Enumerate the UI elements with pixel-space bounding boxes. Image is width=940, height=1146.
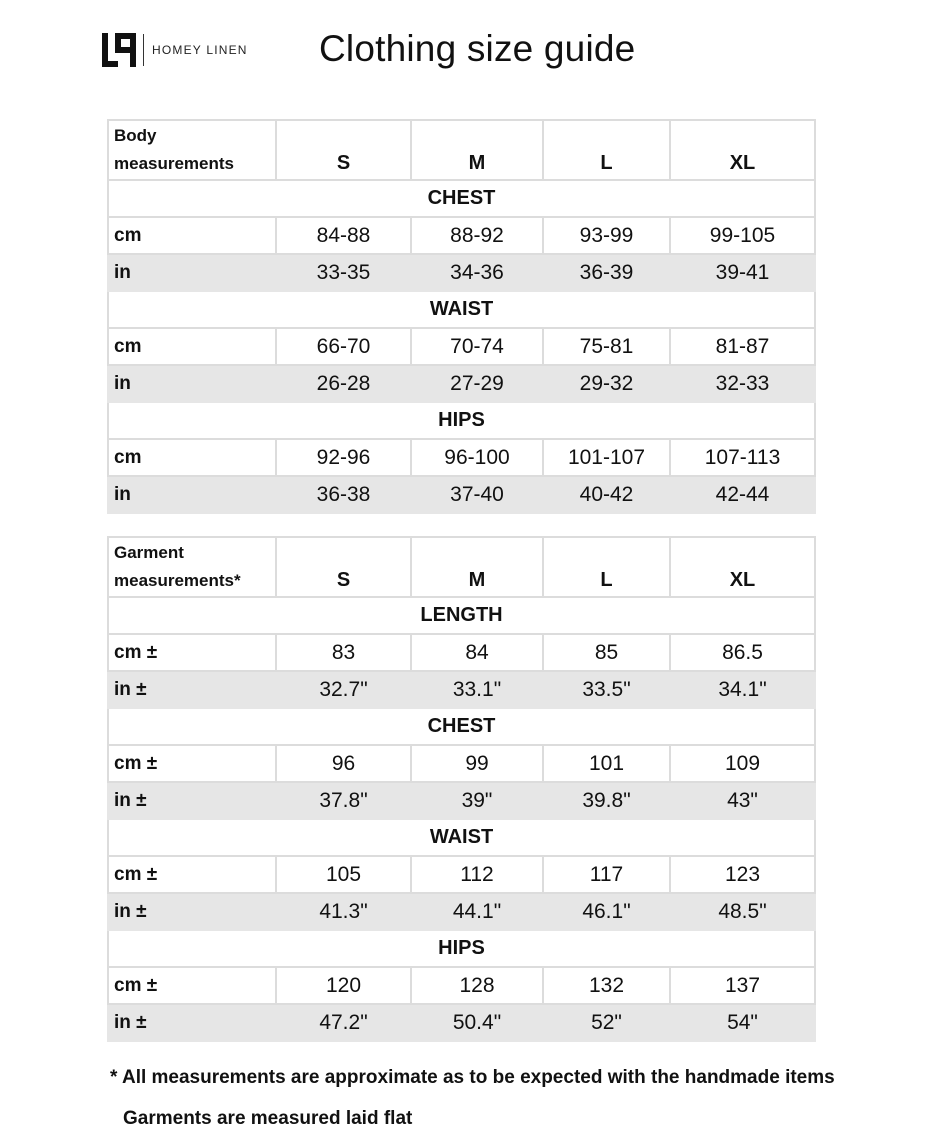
section-title: LENGTH xyxy=(108,597,815,634)
body-measurements-table xyxy=(107,119,816,514)
table-row xyxy=(108,365,815,402)
page-title: Clothing size guide xyxy=(319,28,636,69)
value-cell-l: 101 xyxy=(543,745,670,782)
laid-flat-note: Garments are measured laid flat xyxy=(123,1108,413,1129)
value-cell-s: 36-38 xyxy=(276,476,411,513)
brand-logo xyxy=(102,33,248,67)
table-row xyxy=(108,1004,815,1041)
value-cell-m: 37-40 xyxy=(411,476,543,513)
unit-label: in ± xyxy=(108,671,276,708)
value-cell-s: 84-88 xyxy=(276,217,411,254)
value-cell-l: 85 xyxy=(543,634,670,671)
value-cell-xl: 54" xyxy=(670,1004,815,1041)
value-cell-m: 33.1" xyxy=(411,671,543,708)
unit-label: cm ± xyxy=(108,967,276,1004)
value-cell-xl: 81-87 xyxy=(670,328,815,365)
unit-label: in ± xyxy=(108,893,276,930)
table-row xyxy=(108,254,815,291)
value-cell-l: 93-99 xyxy=(543,217,670,254)
value-cell-m: 128 xyxy=(411,967,543,1004)
section-header-row xyxy=(108,819,815,856)
value-cell-s: 83 xyxy=(276,634,411,671)
section-title: WAIST xyxy=(108,819,815,856)
garment-table-header-row xyxy=(108,537,815,597)
approximate-note: * All measurements are approximate as to be expected with the handmade items xyxy=(110,1067,835,1088)
section-header-row xyxy=(108,597,815,634)
value-cell-l: 33.5" xyxy=(543,671,670,708)
table-row xyxy=(108,893,815,930)
value-cell-s: 105 xyxy=(276,856,411,893)
table-row xyxy=(108,439,815,476)
value-cell-l: 101-107 xyxy=(543,439,670,476)
unit-label: cm ± xyxy=(108,634,276,671)
garment-label-line1: Garment xyxy=(114,543,184,562)
value-cell-m: 96-100 xyxy=(411,439,543,476)
value-cell-l: 75-81 xyxy=(543,328,670,365)
page-header xyxy=(0,0,940,110)
section-header-row xyxy=(108,930,815,967)
unit-label: cm xyxy=(108,217,276,254)
value-cell-xl: 39-41 xyxy=(670,254,815,291)
value-cell-xl: 123 xyxy=(670,856,815,893)
section-header-row xyxy=(108,180,815,217)
size-header-s: S xyxy=(276,537,411,597)
value-cell-m: 112 xyxy=(411,856,543,893)
brand-name: HOMEY LINEN xyxy=(152,43,248,57)
section-title: CHEST xyxy=(108,180,815,217)
value-cell-l: 29-32 xyxy=(543,365,670,402)
value-cell-l: 36-39 xyxy=(543,254,670,291)
size-header-l: L xyxy=(543,120,670,180)
value-cell-xl: 42-44 xyxy=(670,476,815,513)
section-title: CHEST xyxy=(108,708,815,745)
section-title: WAIST xyxy=(108,291,815,328)
value-cell-s: 33-35 xyxy=(276,254,411,291)
table-row xyxy=(108,634,815,671)
garment-label-line2: measurements* xyxy=(114,571,241,590)
table-row xyxy=(108,745,815,782)
value-cell-xl: 109 xyxy=(670,745,815,782)
logo-divider xyxy=(143,34,144,66)
value-cell-xl: 107-113 xyxy=(670,439,815,476)
value-cell-xl: 48.5" xyxy=(670,893,815,930)
value-cell-l: 39.8" xyxy=(543,782,670,819)
section-title: HIPS xyxy=(108,402,815,439)
table-row xyxy=(108,856,815,893)
value-cell-l: 117 xyxy=(543,856,670,893)
body-label-line1: Body xyxy=(114,126,157,145)
value-cell-l: 132 xyxy=(543,967,670,1004)
unit-label: cm ± xyxy=(108,745,276,782)
size-header-m: M xyxy=(411,537,543,597)
size-header-l: L xyxy=(543,537,670,597)
section-header-row xyxy=(108,402,815,439)
value-cell-s: 92-96 xyxy=(276,439,411,476)
value-cell-m: 27-29 xyxy=(411,365,543,402)
value-cell-s: 41.3" xyxy=(276,893,411,930)
value-cell-xl: 99-105 xyxy=(670,217,815,254)
unit-label: in xyxy=(108,365,276,402)
garment-measurements-table xyxy=(107,536,816,1042)
body-table-header-row xyxy=(108,120,815,180)
unit-label: in ± xyxy=(108,782,276,819)
hl-monogram-icon xyxy=(102,33,136,67)
value-cell-s: 32.7" xyxy=(276,671,411,708)
table-row xyxy=(108,476,815,513)
size-header-xl: XL xyxy=(670,120,815,180)
value-cell-l: 40-42 xyxy=(543,476,670,513)
unit-label: in xyxy=(108,476,276,513)
unit-label: cm xyxy=(108,328,276,365)
section-header-row xyxy=(108,291,815,328)
value-cell-s: 26-28 xyxy=(276,365,411,402)
value-cell-xl: 32-33 xyxy=(670,365,815,402)
size-header-m: M xyxy=(411,120,543,180)
value-cell-m: 70-74 xyxy=(411,328,543,365)
value-cell-m: 88-92 xyxy=(411,217,543,254)
value-cell-m: 50.4" xyxy=(411,1004,543,1041)
value-cell-m: 34-36 xyxy=(411,254,543,291)
section-title: HIPS xyxy=(108,930,815,967)
value-cell-s: 96 xyxy=(276,745,411,782)
value-cell-xl: 34.1" xyxy=(670,671,815,708)
value-cell-xl: 86.5 xyxy=(670,634,815,671)
value-cell-s: 47.2" xyxy=(276,1004,411,1041)
unit-label: cm xyxy=(108,439,276,476)
table-row xyxy=(108,671,815,708)
table-row xyxy=(108,217,815,254)
unit-label: in ± xyxy=(108,1004,276,1041)
value-cell-xl: 43" xyxy=(670,782,815,819)
section-header-row xyxy=(108,708,815,745)
value-cell-s: 120 xyxy=(276,967,411,1004)
size-header-xl: XL xyxy=(670,537,815,597)
unit-label: cm ± xyxy=(108,856,276,893)
value-cell-m: 44.1" xyxy=(411,893,543,930)
value-cell-s: 66-70 xyxy=(276,328,411,365)
unit-label: in xyxy=(108,254,276,291)
table-row xyxy=(108,967,815,1004)
body-label-line2: measurements xyxy=(114,154,235,173)
table-row xyxy=(108,328,815,365)
value-cell-m: 84 xyxy=(411,634,543,671)
garment-table-label xyxy=(108,537,276,597)
value-cell-s: 37.8" xyxy=(276,782,411,819)
value-cell-m: 99 xyxy=(411,745,543,782)
body-table-label xyxy=(108,120,276,180)
size-header-s: S xyxy=(276,120,411,180)
value-cell-xl: 137 xyxy=(670,967,815,1004)
value-cell-m: 39" xyxy=(411,782,543,819)
value-cell-l: 52" xyxy=(543,1004,670,1041)
table-row xyxy=(108,782,815,819)
value-cell-l: 46.1" xyxy=(543,893,670,930)
